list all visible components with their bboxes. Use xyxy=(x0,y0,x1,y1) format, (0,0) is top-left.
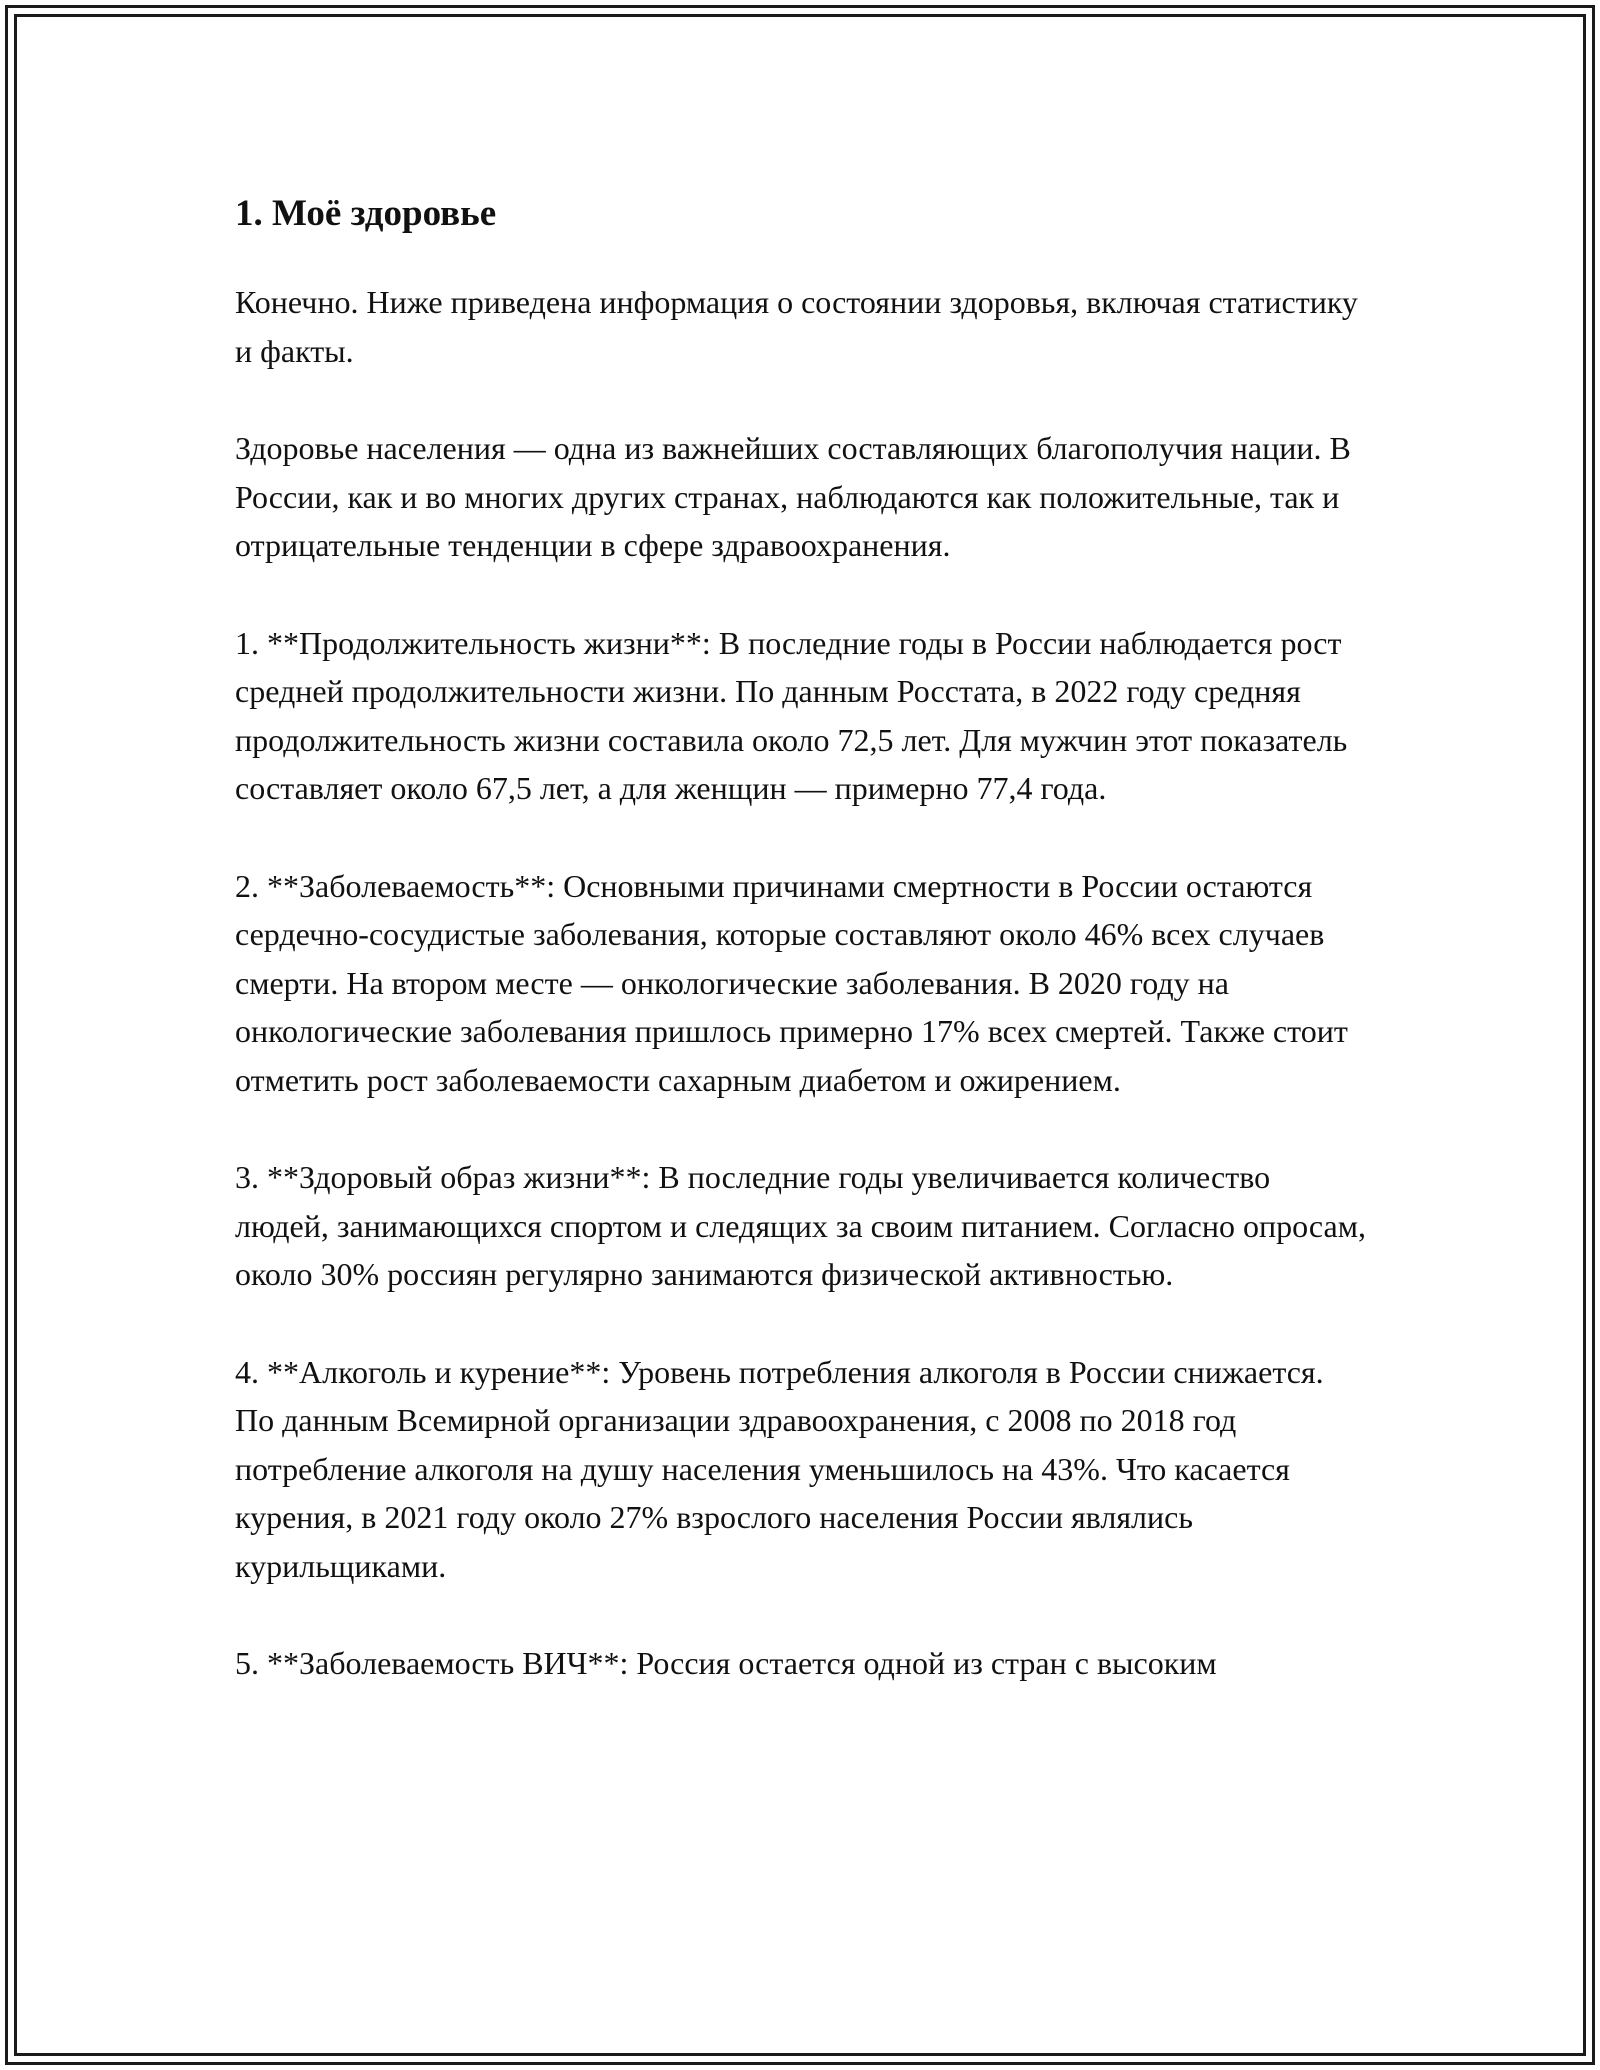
paragraph-morbidity: 2. **Заболеваемость**: Основными причинами смертности в России остаются сердечно-сосудистые заболевания, которые составляют около 46% всех случаев смерти. На втором месте — онкологические заболевания. В 2020 году на онкологические заболевания пришлось примерно 17% всех смертей. Также стоит отметить рост заболеваемости сахарным диабетом и ожирением. xyxy=(235,867,1348,1098)
paragraph-life-expectancy: 1. **Продолжительность жизни**: В последние годы в России наблюдается рост средней продолжительности жизни. По данным Росстата, в 2022 году средняя продолжительность жизни составила около 72,5 лет. Для мужчин этот показатель составляет около 67,5 лет, а для женщин — примерно 77,4 года. xyxy=(235,624,1348,806)
document-body xyxy=(235,186,1370,1688)
paragraph-overview: Здоровье населения — одна из важнейших составляющих благополучия нации. В России, как и во многих других странах, наблюдаются как положительные, так и отрицательные тенденции в сфере здравоохранения. xyxy=(235,430,1351,563)
page-title: 1. Моё здоровье xyxy=(235,193,497,234)
paragraph-hiv: 5. **Заболеваемость ВИЧ**: Россия остается одной из стран с высоким xyxy=(235,1645,1217,1681)
paragraph-healthy-lifestyle: 3. **Здоровый образ жизни**: В последние годы увеличивается количество людей, занимающихся спортом и следящих за своим питанием. Согласно опросам, около 30% россиян регулярно занимаются физической активностью. xyxy=(235,1159,1366,1292)
paragraph-alcohol-smoking: 4. **Алкоголь и курение**: Уровень потребления алкоголя в России снижается. По данным Всемирной организации здравоохранения, с 2008 по 2018 год потребление алкоголя на душу населения уменьшилось на 43%. Что касается курения, в 2021 году около 27% взрослого населения России являлись курильщиками. xyxy=(235,1353,1324,1584)
paragraph-intro: Конечно. Ниже приведена информация о состоянии здоровья, включая статистику и факты. xyxy=(235,284,1358,369)
